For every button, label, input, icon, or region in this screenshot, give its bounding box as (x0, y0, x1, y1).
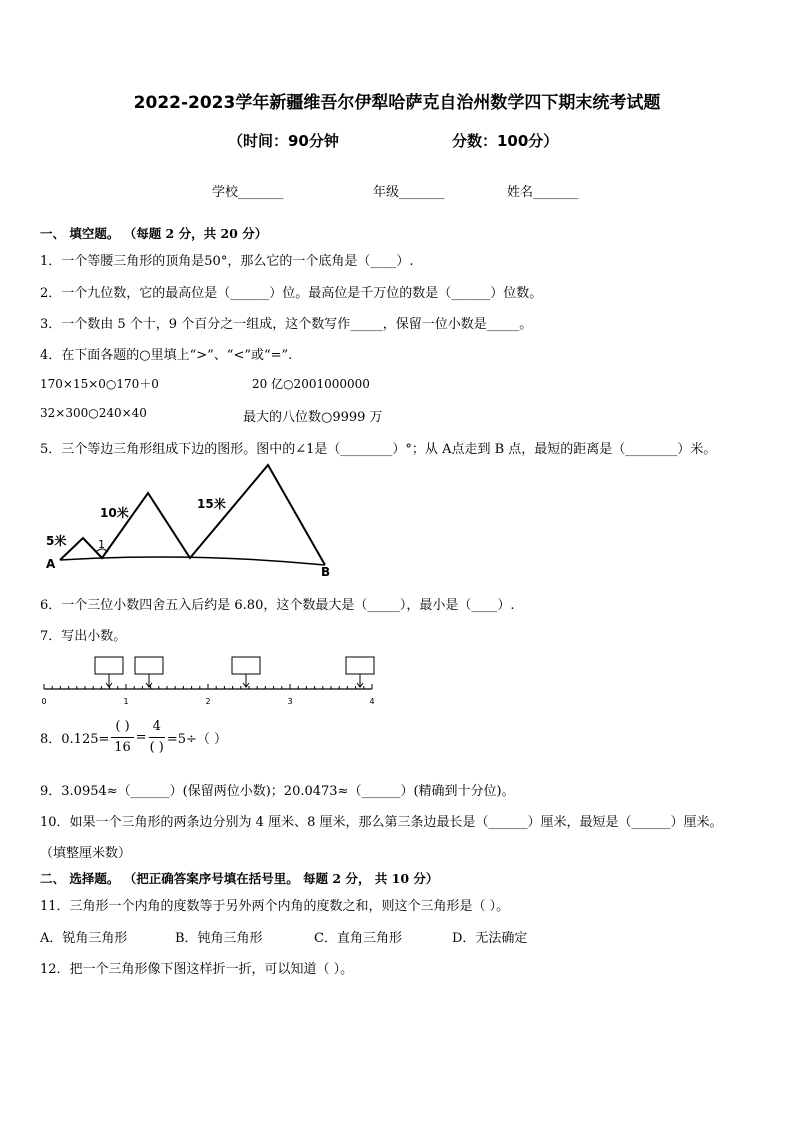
question-7: 7．写出小数。 (40, 629, 127, 644)
question-4-c: 32×300○240×40 (40, 406, 147, 420)
tick-label: 2 (205, 697, 211, 706)
answer-box[interactable] (346, 657, 374, 674)
q8-suffix: =5÷（ ） (166, 732, 228, 747)
option-d[interactable]: D．无法确定 (452, 931, 528, 946)
tick-label: 0 (41, 697, 47, 706)
exam-score: 分数：100分） (452, 132, 559, 150)
label-a: A (46, 557, 56, 571)
question-9: 9．3.0954≈（______）(保留两位小数)；20.0473≈（______）(精确到十分位)。 (40, 784, 515, 799)
answer-box[interactable] (135, 657, 163, 674)
question-10-line2: （填整厘米数） (40, 846, 132, 861)
grade-field: 年级_______ (373, 185, 445, 200)
fraction-1-denominator: 16 (114, 740, 131, 755)
answer-box[interactable] (232, 657, 260, 674)
fraction-2 (149, 718, 165, 757)
label-10m: 10米 (100, 506, 129, 520)
option-c[interactable]: C．直角三角形 (314, 931, 402, 946)
school-field: 学校_______ (212, 185, 284, 200)
option-a[interactable]: A．锐角三角形 (40, 931, 128, 946)
question-3: 3．一个数由 5 个十，9 个百分之一组成，这个数写作_____，保留一位小数是_____。 (40, 317, 533, 332)
q8-equals: = (135, 730, 147, 745)
question-11: 11．三角形一个内角的度数等于另外两个内角的度数之和，则这个三角形是（ ）。 (40, 899, 510, 914)
option-b[interactable]: B．钝角三角形 (175, 931, 263, 946)
question-8 (40, 718, 227, 757)
question-10-line1: 10．如果一个三角形的两条边分别为 4 厘米、8 厘米，那么第三条边最长是（______）厘米，最短是（______）厘米。 (40, 815, 723, 830)
question-2: 2．一个九位数，它的最高位是（______）位。最高位是千万位的数是（______）位数。 (40, 286, 543, 301)
question-4-b: 20 亿○2001000000 (252, 377, 370, 391)
question-4-d: 最大的八位数○9999 万 (243, 410, 383, 425)
section-1-heading: 一、 填空题。 （每题 2 分，共 20 分） (40, 226, 268, 241)
tick-label: 1 (123, 697, 129, 706)
question-4-a: 170×15×0○170＋0 (40, 377, 159, 391)
exam-title: 2022-2023学年新疆维吾尔伊犁哈萨克自治州数学四下期末统考试题 (133, 93, 661, 113)
label-5m: 5米 (46, 534, 67, 548)
tick-label: 3 (287, 697, 293, 706)
exam-time: （时间：90分钟 (228, 132, 339, 150)
question-1: 1．一个等腰三角形的顶角是50°，那么它的一个底角是（____）. (40, 254, 414, 269)
fraction-1 (111, 718, 133, 757)
answer-box[interactable] (95, 657, 123, 674)
label-b: B (321, 565, 331, 579)
question-6: 6．一个三位小数四舍五入后约是 6.80，这个数最大是（_____），最小是（____）. (40, 598, 515, 613)
question-5: 5．三个等边三角形组成下边的图形。图中的∠1是（________）°；从 A点走到 B 点，最短的距离是（________）米。 (40, 442, 717, 457)
fraction-2-denominator[interactable]: ( ) (149, 740, 164, 755)
question-12: 12．把一个三角形像下图这样折一折，可以知道（ ）。 (40, 962, 354, 977)
number-line (40, 652, 380, 708)
label-angle-1: 1 (98, 538, 105, 551)
triangles-figure (40, 460, 340, 580)
figure-baseline (60, 557, 325, 565)
label-15m: 15米 (197, 497, 226, 511)
fraction-1-numerator[interactable]: ( ) (111, 718, 133, 738)
name-field: 姓名_______ (507, 185, 579, 200)
fraction-2-numerator: 4 (149, 718, 165, 738)
question-4-stem: 4．在下面各题的○里填上“>”、“<”或“=”. (40, 348, 293, 363)
q8-prefix: 8．0.125= (40, 732, 110, 747)
tick-label: 4 (369, 697, 375, 706)
section-2-heading: 二、 选择题。 （把正确答案序号填在括号里。 每题 2 分， 共 10 分） (40, 871, 439, 886)
